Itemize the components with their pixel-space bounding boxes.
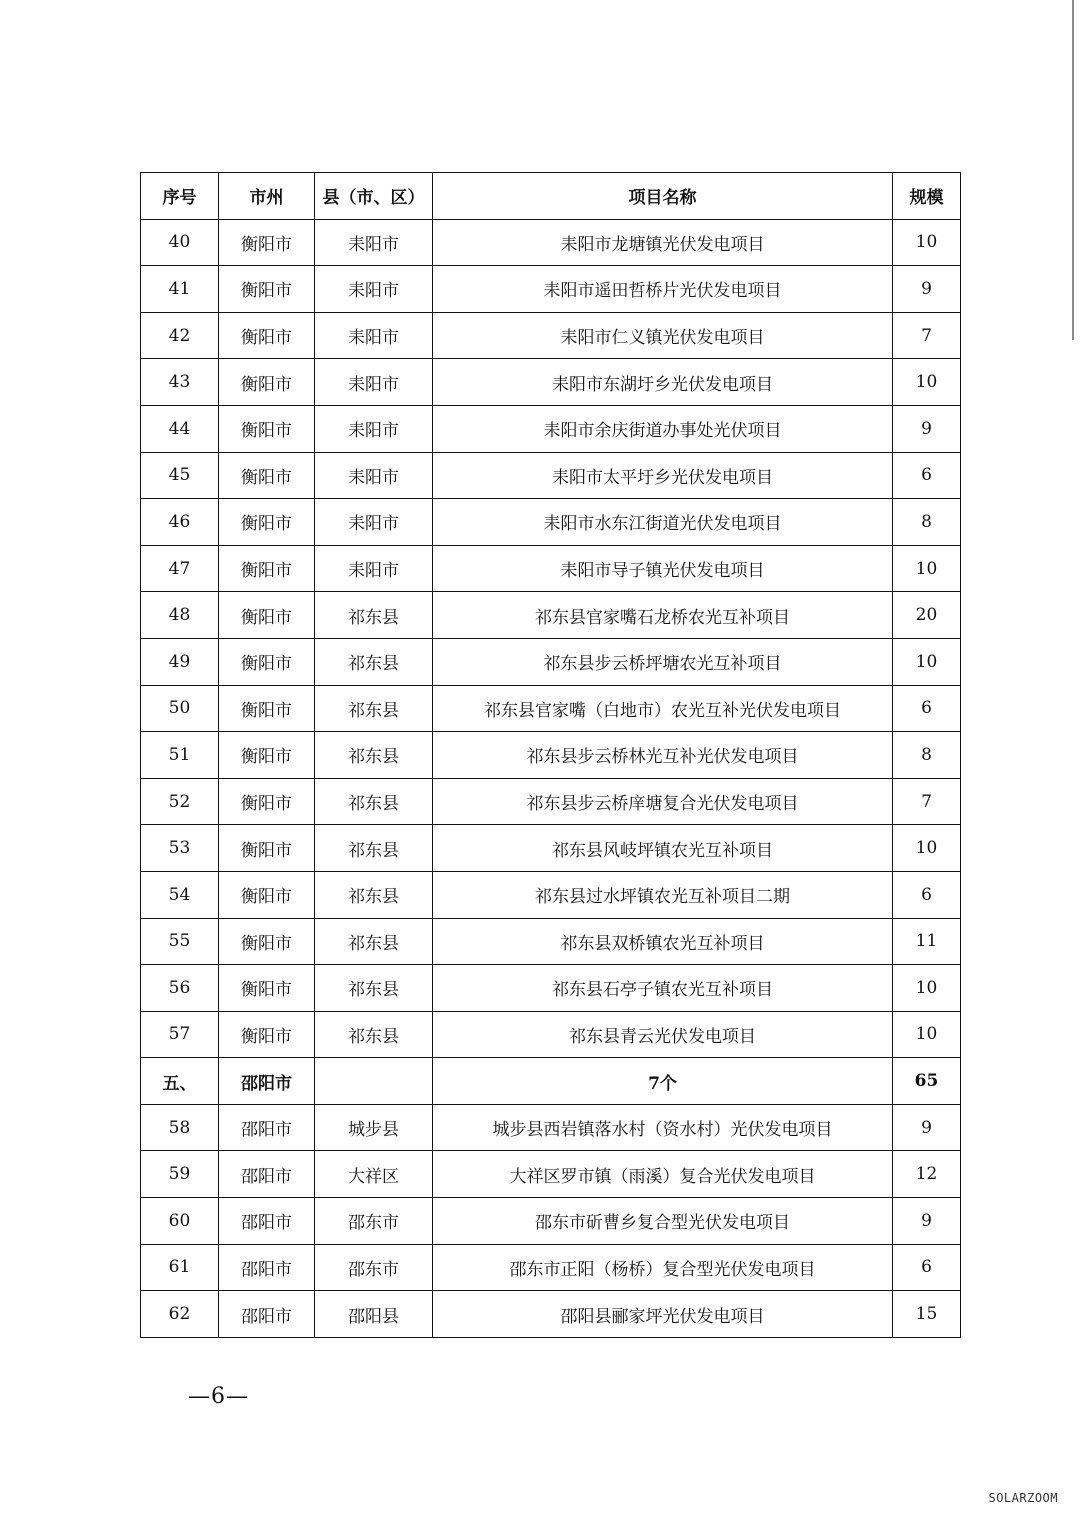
cell-city: 衡阳市	[219, 1011, 315, 1058]
cell-city: 衡阳市	[219, 918, 315, 965]
cell-scale: 15	[893, 1291, 961, 1338]
cell-scale: 6	[893, 1244, 961, 1291]
table-row	[141, 1244, 961, 1291]
cell-scale: 8	[893, 732, 961, 779]
cell-scale: 20	[893, 592, 961, 639]
cell-city: 衡阳市	[219, 405, 315, 452]
table-row	[141, 778, 961, 825]
cell-name: 耒阳市龙塘镇光伏发电项目	[433, 219, 893, 266]
cell-county: 耒阳市	[315, 545, 433, 592]
cell-county: 耒阳市	[315, 499, 433, 546]
cell-name: 祁东县步云桥林光互补光伏发电项目	[433, 732, 893, 779]
table-row	[141, 452, 961, 499]
cell-scale: 10	[893, 219, 961, 266]
cell-name: 邵阳县郦家坪光伏发电项目	[433, 1291, 893, 1338]
cell-name: 祁东县双桥镇农光互补项目	[433, 918, 893, 965]
table-row	[141, 592, 961, 639]
cell-city: 衡阳市	[219, 359, 315, 406]
table-row	[141, 405, 961, 452]
cell-name: 耒阳市余庆街道办事处光伏项目	[433, 405, 893, 452]
cell-city: 衡阳市	[219, 825, 315, 872]
header-scale: 规模	[893, 173, 961, 220]
cell-name: 祁东县步云桥坪塘农光互补项目	[433, 638, 893, 685]
cell-name: 城步县西岩镇落水村（资水村）光伏发电项目	[433, 1104, 893, 1151]
cell-no: 42	[141, 312, 219, 359]
cell-city: 邵阳市	[219, 1151, 315, 1198]
cell-no: 43	[141, 359, 219, 406]
cell-city: 衡阳市	[219, 452, 315, 499]
cell-scale: 10	[893, 825, 961, 872]
cell-no: 52	[141, 778, 219, 825]
cell-county: 邵东市	[315, 1198, 433, 1245]
cell-county	[315, 1058, 433, 1105]
table-row	[141, 545, 961, 592]
cell-no: 40	[141, 219, 219, 266]
table-row	[141, 638, 961, 685]
table-row	[141, 871, 961, 918]
cell-city: 邵阳市	[219, 1244, 315, 1291]
cell-county: 祁东县	[315, 1011, 433, 1058]
table-row	[141, 965, 961, 1012]
table-row	[141, 1198, 961, 1245]
cell-city: 衡阳市	[219, 266, 315, 313]
cell-name: 耒阳市遥田哲桥片光伏发电项目	[433, 266, 893, 313]
cell-no: 48	[141, 592, 219, 639]
cell-city: 衡阳市	[219, 965, 315, 1012]
cell-scale: 10	[893, 965, 961, 1012]
cell-county: 祁东县	[315, 732, 433, 779]
cell-name: 祁东县青云光伏发电项目	[433, 1011, 893, 1058]
table-row	[141, 825, 961, 872]
cell-name: 祁东县步云桥庠塘复合光伏发电项目	[433, 778, 893, 825]
table-row	[141, 312, 961, 359]
cell-scale: 7	[893, 312, 961, 359]
table-header-row	[141, 173, 961, 220]
cell-city: 衡阳市	[219, 638, 315, 685]
cell-name: 祁东县官家嘴石龙桥农光互补项目	[433, 592, 893, 639]
cell-no: 47	[141, 545, 219, 592]
cell-scale: 6	[893, 685, 961, 732]
subtotal-row	[141, 1058, 961, 1105]
cell-city: 衡阳市	[219, 312, 315, 359]
cell-name: 耒阳市太平圩乡光伏发电项目	[433, 452, 893, 499]
cell-scale: 12	[893, 1151, 961, 1198]
table-row	[141, 685, 961, 732]
cell-city: 衡阳市	[219, 778, 315, 825]
cell-no: 57	[141, 1011, 219, 1058]
cell-no: 50	[141, 685, 219, 732]
page-number: —6—	[188, 1384, 249, 1409]
cell-county: 祁东县	[315, 778, 433, 825]
table-row	[141, 1011, 961, 1058]
cell-scale: 65	[893, 1058, 961, 1105]
cell-no: 56	[141, 965, 219, 1012]
cell-no: 61	[141, 1244, 219, 1291]
cell-no: 60	[141, 1198, 219, 1245]
scan-edge-line	[1072, 0, 1074, 340]
cell-no: 55	[141, 918, 219, 965]
cell-city: 衡阳市	[219, 499, 315, 546]
cell-county: 耒阳市	[315, 452, 433, 499]
cell-no: 62	[141, 1291, 219, 1338]
table-row	[141, 918, 961, 965]
cell-county: 耒阳市	[315, 219, 433, 266]
cell-scale: 10	[893, 359, 961, 406]
cell-city: 邵阳市	[219, 1104, 315, 1151]
table-row	[141, 1151, 961, 1198]
cell-city: 衡阳市	[219, 685, 315, 732]
cell-scale: 10	[893, 1011, 961, 1058]
cell-scale: 9	[893, 266, 961, 313]
cell-no: 45	[141, 452, 219, 499]
cell-scale: 6	[893, 452, 961, 499]
cell-county: 祁东县	[315, 685, 433, 732]
cell-city: 衡阳市	[219, 219, 315, 266]
cell-county: 邵阳县	[315, 1291, 433, 1338]
cell-scale: 8	[893, 499, 961, 546]
cell-county: 耒阳市	[315, 359, 433, 406]
table-body	[141, 219, 961, 1337]
cell-name: 邵东市正阳（杨桥）复合型光伏发电项目	[433, 1244, 893, 1291]
cell-scale: 7	[893, 778, 961, 825]
cell-no: 五、	[141, 1058, 219, 1105]
cell-name: 祁东县风岐坪镇农光互补项目	[433, 825, 893, 872]
project-table	[140, 172, 961, 1338]
cell-city: 邵阳市	[219, 1058, 315, 1105]
cell-no: 51	[141, 732, 219, 779]
watermark: SOLARZOOM	[988, 1491, 1058, 1505]
cell-county: 祁东县	[315, 825, 433, 872]
table-row	[141, 359, 961, 406]
header-project-name: 项目名称	[433, 173, 893, 220]
cell-no: 59	[141, 1151, 219, 1198]
cell-scale: 6	[893, 871, 961, 918]
table-row	[141, 1291, 961, 1338]
cell-name: 7个	[433, 1058, 893, 1105]
cell-county: 耒阳市	[315, 405, 433, 452]
cell-scale: 11	[893, 918, 961, 965]
cell-name: 耒阳市水东江街道光伏发电项目	[433, 499, 893, 546]
table-row	[141, 499, 961, 546]
cell-scale: 9	[893, 1104, 961, 1151]
cell-name: 祁东县官家嘴（白地市）农光互补光伏发电项目	[433, 685, 893, 732]
cell-county: 祁东县	[315, 965, 433, 1012]
cell-no: 46	[141, 499, 219, 546]
header-county: 县（市、区）	[315, 173, 433, 220]
table-row	[141, 266, 961, 313]
cell-name: 耒阳市东湖圩乡光伏发电项目	[433, 359, 893, 406]
cell-name: 祁东县石亭子镇农光互补项目	[433, 965, 893, 1012]
cell-city: 衡阳市	[219, 545, 315, 592]
cell-county: 城步县	[315, 1104, 433, 1151]
cell-name: 邵东市斫曹乡复合型光伏发电项目	[433, 1198, 893, 1245]
cell-scale: 10	[893, 545, 961, 592]
cell-no: 53	[141, 825, 219, 872]
cell-no: 58	[141, 1104, 219, 1151]
cell-scale: 10	[893, 638, 961, 685]
table-row	[141, 219, 961, 266]
cell-county: 祁东县	[315, 592, 433, 639]
cell-name: 大祥区罗市镇（雨溪）复合光伏发电项目	[433, 1151, 893, 1198]
cell-no: 49	[141, 638, 219, 685]
cell-no: 54	[141, 871, 219, 918]
cell-city: 衡阳市	[219, 592, 315, 639]
cell-county: 邵东市	[315, 1244, 433, 1291]
cell-county: 祁东县	[315, 871, 433, 918]
cell-city: 衡阳市	[219, 871, 315, 918]
cell-city: 邵阳市	[219, 1291, 315, 1338]
cell-name: 耒阳市仁义镇光伏发电项目	[433, 312, 893, 359]
cell-name: 祁东县过水坪镇农光互补项目二期	[433, 871, 893, 918]
cell-county: 大祥区	[315, 1151, 433, 1198]
cell-city: 衡阳市	[219, 732, 315, 779]
header-no: 序号	[141, 173, 219, 220]
cell-city: 邵阳市	[219, 1198, 315, 1245]
cell-county: 祁东县	[315, 638, 433, 685]
cell-scale: 9	[893, 1198, 961, 1245]
table-row	[141, 1104, 961, 1151]
cell-scale: 9	[893, 405, 961, 452]
cell-name: 耒阳市导子镇光伏发电项目	[433, 545, 893, 592]
cell-county: 耒阳市	[315, 312, 433, 359]
cell-county: 耒阳市	[315, 266, 433, 313]
cell-no: 41	[141, 266, 219, 313]
cell-no: 44	[141, 405, 219, 452]
table-row	[141, 732, 961, 779]
header-city: 市州	[219, 173, 315, 220]
cell-county: 祁东县	[315, 918, 433, 965]
